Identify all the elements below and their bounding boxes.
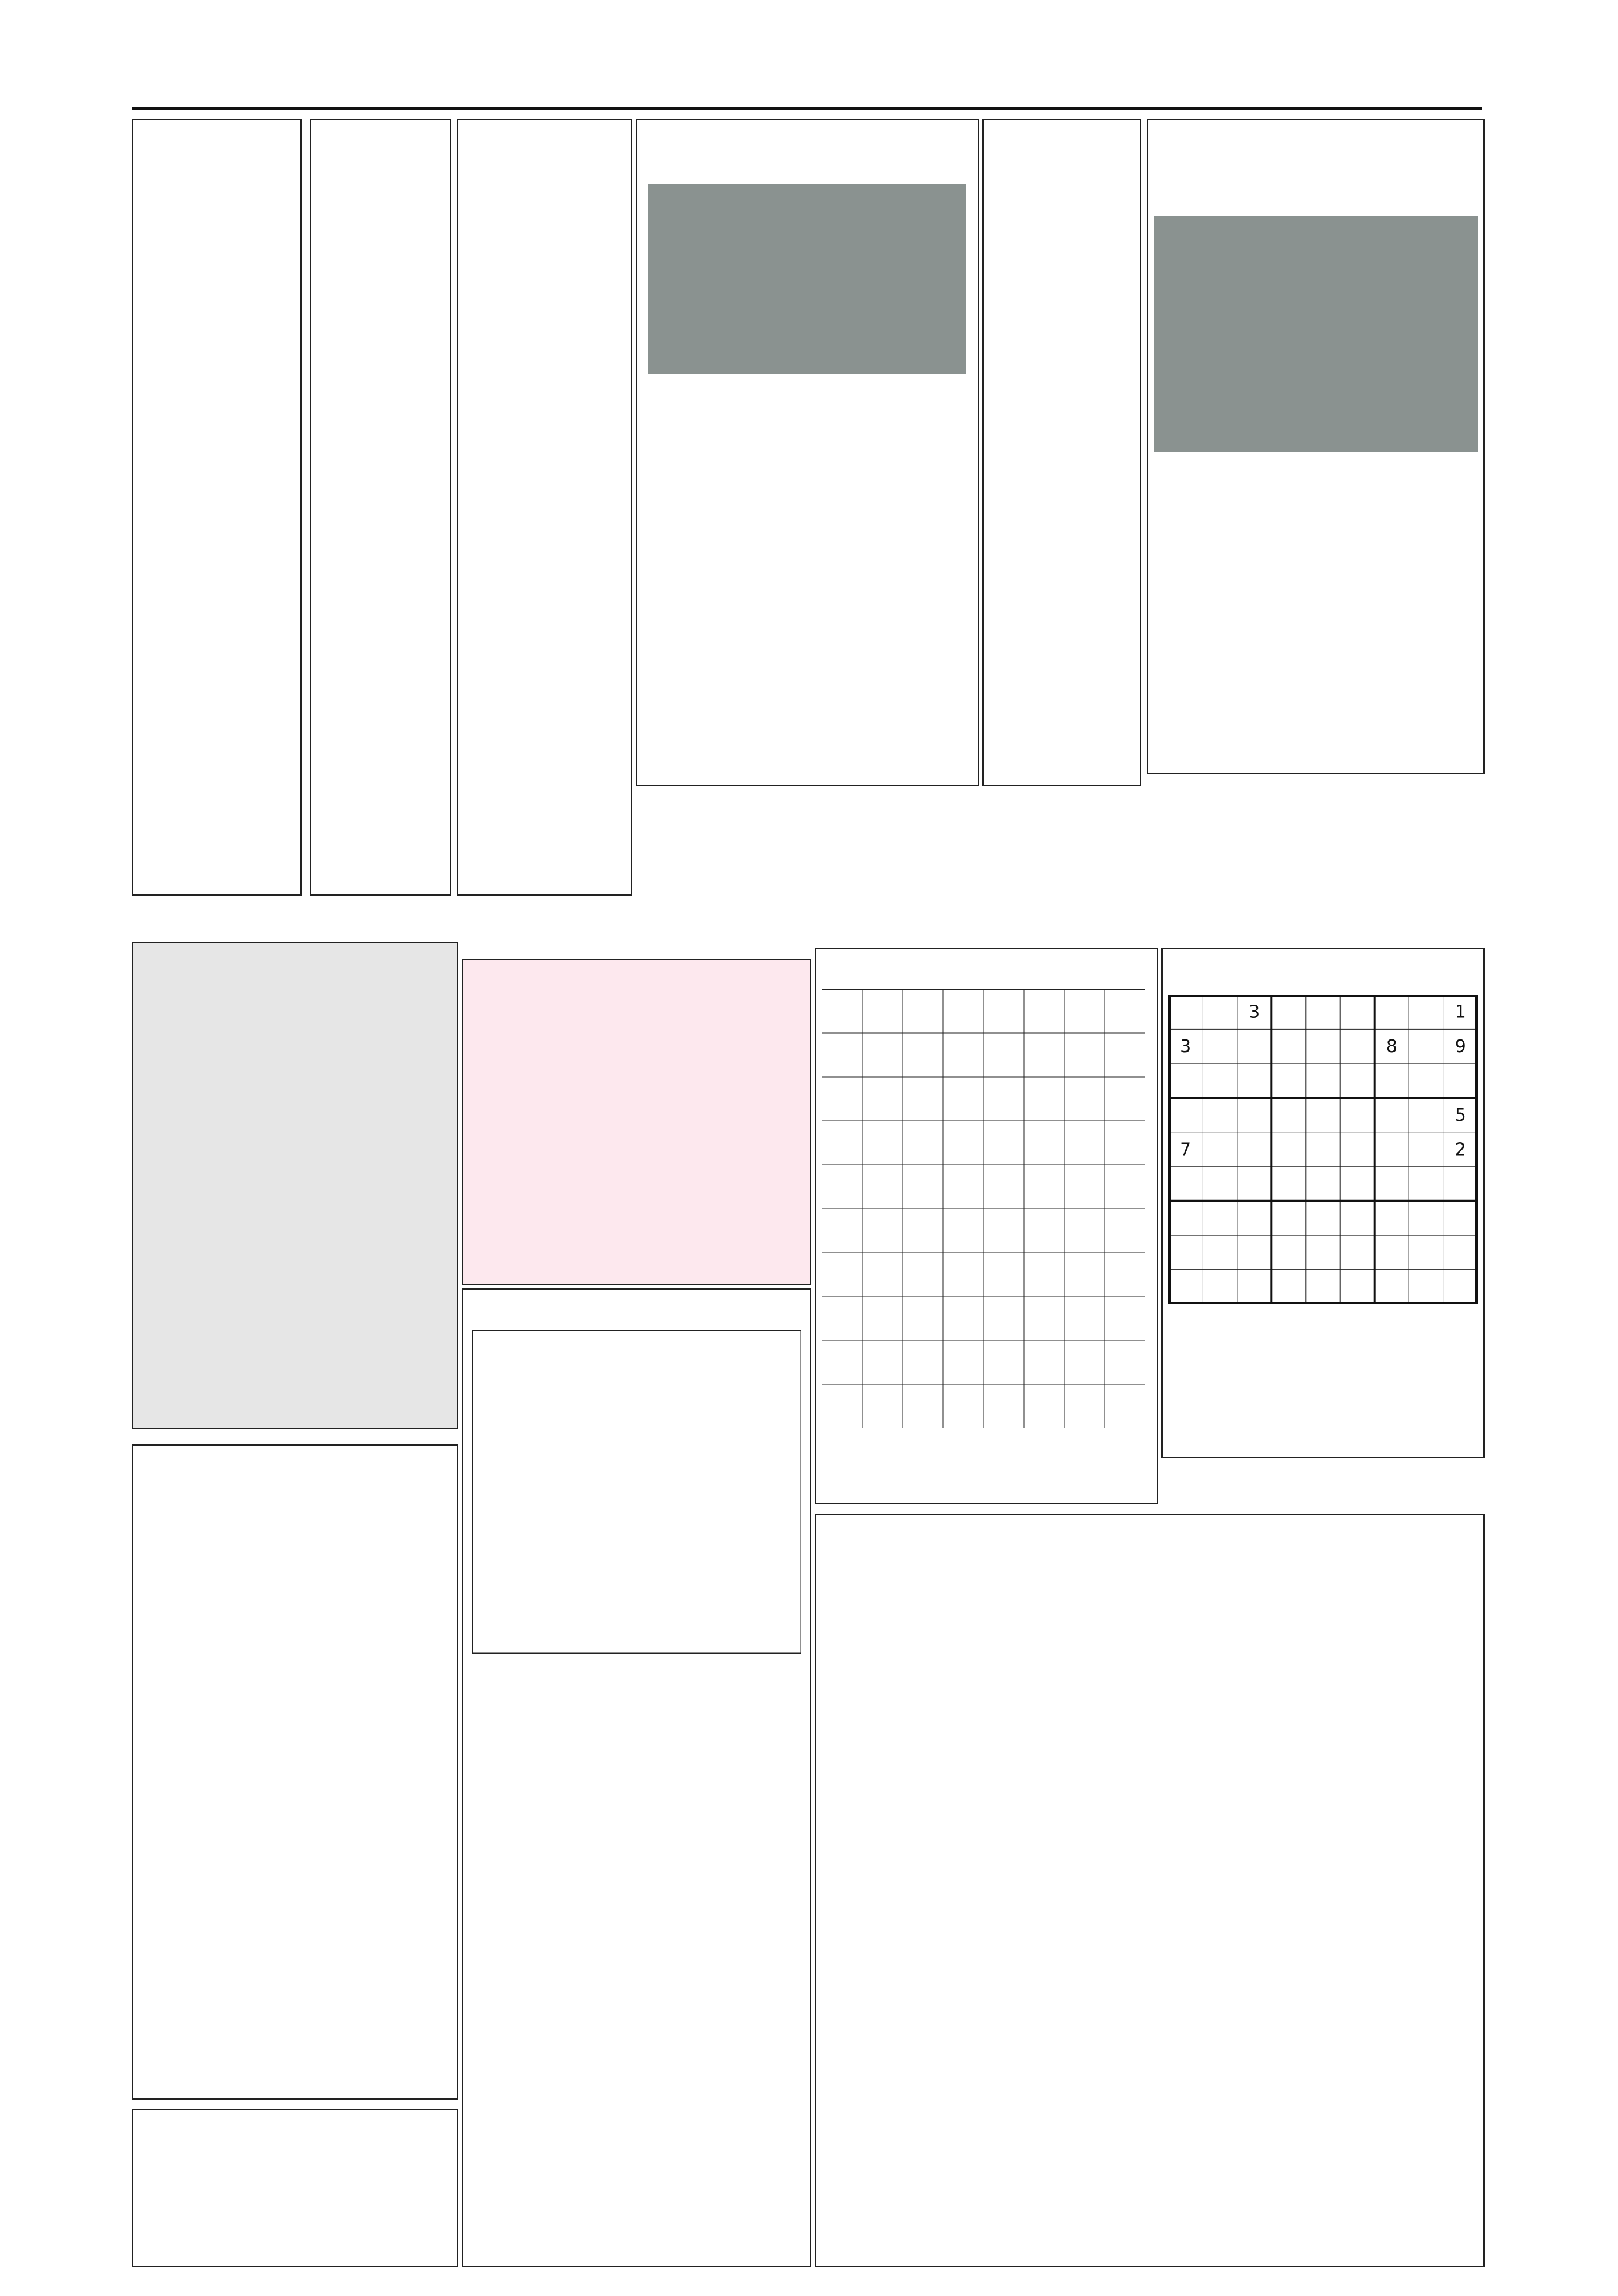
crossword-grid [472, 1330, 801, 1654]
sudoku-digit: 9 [1454, 1036, 1466, 1057]
panchang-box [132, 942, 458, 1429]
sudoku-cells [1180, 1002, 1466, 1160]
feature-exhibition [1147, 119, 1485, 774]
market-prices [815, 1514, 1485, 2267]
crossword-box [462, 1288, 811, 2267]
sudoku-digit: 5 [1454, 1105, 1466, 1126]
sudoku-digit: 1 [1454, 1002, 1466, 1023]
sudoku-digit: 7 [1180, 1139, 1192, 1160]
col-center-stories [457, 119, 632, 896]
sudoku-digit: 8 [1386, 1036, 1397, 1057]
feature-photo [1154, 216, 1478, 452]
sudoku-box [1161, 948, 1485, 1458]
col-right-stories [982, 119, 1141, 786]
kakuro-box [815, 948, 1158, 1504]
col-left-stories [132, 119, 302, 896]
col-left-mid-stories [310, 119, 451, 896]
masthead [132, 70, 1482, 110]
sudoku-digit: 3 [1180, 1036, 1192, 1057]
sudoku-digit: 3 [1249, 1002, 1260, 1023]
news-photo [648, 184, 966, 374]
birthday-box [132, 2109, 458, 2267]
sudoku-grid [1168, 995, 1478, 1304]
sudoku-digit: 2 [1454, 1139, 1466, 1160]
news-in-brief [636, 119, 979, 786]
horoscope-box [132, 1444, 458, 2100]
kakuro-grid [822, 989, 1145, 1428]
quotes-box [462, 959, 811, 1285]
